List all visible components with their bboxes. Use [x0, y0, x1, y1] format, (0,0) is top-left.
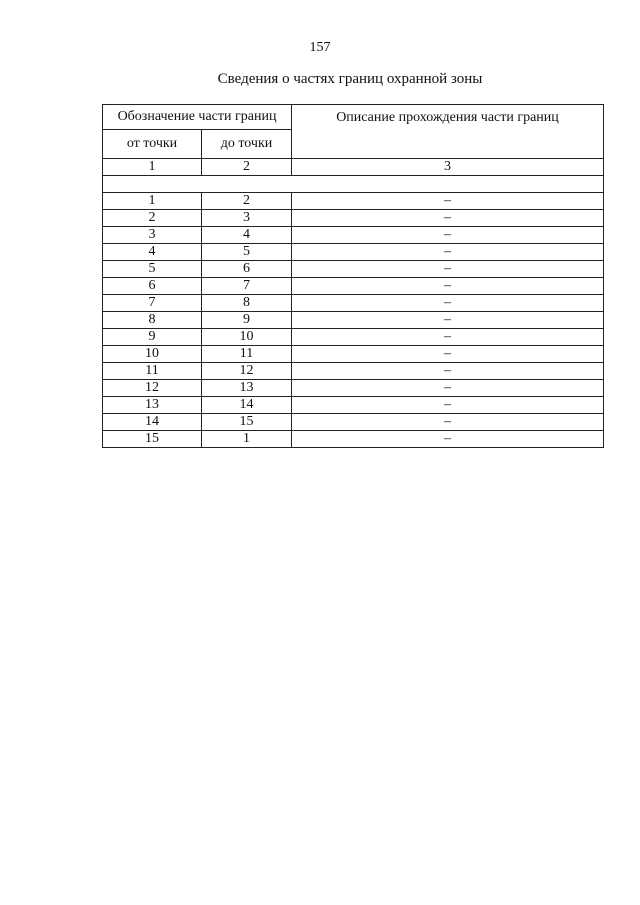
description-cell: – [292, 244, 604, 261]
table-row [103, 329, 604, 346]
column-number-row [103, 159, 604, 176]
table-row [103, 414, 604, 431]
description-cell: – [292, 227, 604, 244]
table-row [103, 431, 604, 448]
table-row [103, 210, 604, 227]
table-row [103, 346, 604, 363]
header-from-point: от точки [103, 130, 202, 159]
document-title: Сведения о частях границ охранной зоны [217, 71, 483, 87]
table-row [103, 312, 604, 329]
to-point-cell: 2 [202, 193, 292, 210]
to-point-cell: 8 [202, 295, 292, 312]
column-number: 2 [202, 159, 292, 176]
from-point-cell: 1 [103, 193, 202, 210]
from-point-cell: 6 [103, 278, 202, 295]
page-number: 157 [309, 40, 331, 55]
from-point-cell: 11 [103, 363, 202, 380]
from-point-cell: 5 [103, 261, 202, 278]
description-cell: – [292, 295, 604, 312]
empty-row [103, 176, 604, 193]
table-row [103, 278, 604, 295]
from-point-cell: 2 [103, 210, 202, 227]
boundary-parts-table [102, 104, 604, 448]
description-cell: – [292, 363, 604, 380]
to-point-cell: 6 [202, 261, 292, 278]
to-point-cell: 12 [202, 363, 292, 380]
from-point-cell: 8 [103, 312, 202, 329]
from-point-cell: 4 [103, 244, 202, 261]
from-point-cell: 12 [103, 380, 202, 397]
column-number: 3 [292, 159, 604, 176]
to-point-cell: 7 [202, 278, 292, 295]
column-number: 1 [103, 159, 202, 176]
description-cell: – [292, 346, 604, 363]
to-point-cell: 4 [202, 227, 292, 244]
description-cell: – [292, 261, 604, 278]
from-point-cell: 9 [103, 329, 202, 346]
header-to-point: до точки [202, 130, 292, 159]
from-point-cell: 3 [103, 227, 202, 244]
description-cell: – [292, 397, 604, 414]
to-point-cell: 13 [202, 380, 292, 397]
from-point-cell: 10 [103, 346, 202, 363]
empty-cell [103, 176, 604, 193]
to-point-cell: 1 [202, 431, 292, 448]
to-point-cell: 10 [202, 329, 292, 346]
description-cell: – [292, 278, 604, 295]
header-boundary-designation: Обозначение части границ [103, 105, 292, 130]
description-cell: – [292, 193, 604, 210]
description-cell: – [292, 210, 604, 227]
description-cell: – [292, 312, 604, 329]
to-point-cell: 11 [202, 346, 292, 363]
to-point-cell: 14 [202, 397, 292, 414]
to-point-cell: 15 [202, 414, 292, 431]
description-cell: – [292, 414, 604, 431]
to-point-cell: 5 [202, 244, 292, 261]
table-row [103, 244, 604, 261]
table-row [103, 295, 604, 312]
header-boundary-description: Описание прохождения части границ [292, 105, 604, 159]
from-point-cell: 14 [103, 414, 202, 431]
from-point-cell: 7 [103, 295, 202, 312]
table-row [103, 380, 604, 397]
from-point-cell: 15 [103, 431, 202, 448]
to-point-cell: 3 [202, 210, 292, 227]
to-point-cell: 9 [202, 312, 292, 329]
table-row [103, 227, 604, 244]
description-cell: – [292, 431, 604, 448]
from-point-cell: 13 [103, 397, 202, 414]
description-cell: – [292, 329, 604, 346]
table-row [103, 193, 604, 210]
table-row [103, 363, 604, 380]
description-cell: – [292, 380, 604, 397]
table-row [103, 261, 604, 278]
table-row [103, 397, 604, 414]
